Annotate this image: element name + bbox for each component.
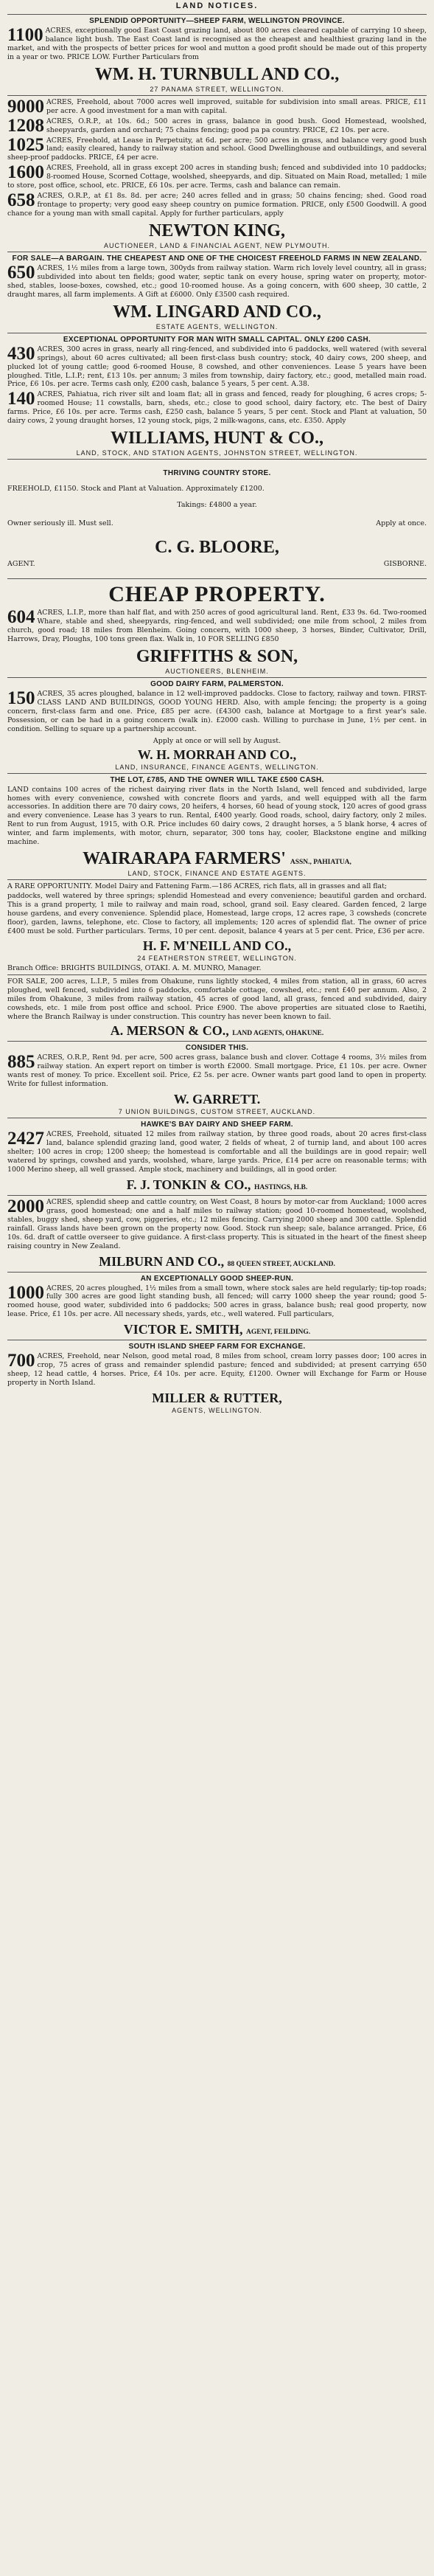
apply-line: Apply at once or will sell by August. — [153, 736, 281, 745]
ad-paragraph: 2427 ACRES, Freehold, situated 12 miles from railway station, by three good roads, about 20 acres first-class land, balance splendid grazing land, good water, 2 fields of wheat, 2 of turnip land, and about 100 acres shelter; 100 acres in crop; 1200 sheep; the homestead is comfortable and all the buildings are in good repair; well watered by springs, cowshed and yards, woolshed, whare, large yards. Price, £14 per acre on reasonable terms; with 1000 Merino sheep, all well grassed. Ample stock, machinery and buildings, all in good order. — [7, 1129, 427, 1174]
ad-heading: AN EXCEPTIONALLY GOOD SHEEP-RUN. — [140, 1274, 294, 1283]
firm-address: 27 PANAMA STREET, WELLINGTON. — [150, 85, 284, 93]
ad-paragraph: 150 ACRES, 35 acres ploughed, balance in 12 well-improved paddocks. Close to factory, railway and town. FIRST-CLASS LAND AND BUILDINGS, GOOD YOUNG HERD. Also, with ample fencing; the property is a going concern, first-class farm and one. Price, £85 per acre. (£4300 cash, balance at Mortgage to a first year's sale. Possession, or can be had in a going concern (walk in). £2000 cash. Willing to purchase in June, 1½ per cent. in condition. Selling to square up a partnership account. — [7, 688, 427, 733]
firm-name: F. J. TONKIN & CO., HASTINGS, H.B. — [126, 1177, 308, 1192]
ad-paragraph: 140 ACRES, Pahiatua, rich river silt and loam flat; all in grass and fenced, ready for ploughing, 6 acres crops; 5-roomed House; 11 cowstalls, barn, sheds, etc.; close to good school, dairy factory, etc. The best of Dairy farms. Price, £6 10s. per acre. Terms cash, £250 cash, balance 5 years, 5 per cent. Stock and Plant at valuation, 50 dairy cows, 2 young draught horses, 12 young stock, pigs, 2 milk-wagons, cans, etc. £350. Apply — [7, 389, 427, 426]
ad-paragraph: 1600 ACRES, Freehold, all in grass except 200 acres in standing bush; fenced and subdivided into 10 paddocks; 8-roomed House, Scorned Cottage, woolshed, sheepyards, and dip. Situated on Main Road, metalled; 1 mile to store, post office, school, etc. PRICE, £6 10s. per acre. Terms, cash and balance can remain. — [7, 162, 427, 190]
ad-paragraph: paddocks, well watered by three springs; splendid Homestead and every convenience; beautiful garden and orchard. This is a grand property, 1 mile to railway and main road, school, grand soil. Easy cleared. Garden fenced, 2 large house gardens, and every convenience. Splendid place, Homestead, large crops, 12 acres rape, 3 cowsheds (concrete floor), garden, lawns, telephone, etc. Close to factory, all implements; 120 acres of splendid flat. The owner of price £400 must be sold. Further particulars. Terms, 10 per cent. deposit, balance 4 years at 5 per cent. Price, £36 per acre. — [7, 892, 427, 935]
firm-name: VICTOR E. SMITH, AGENT, FEILDING. — [123, 1322, 311, 1337]
divider — [7, 974, 427, 975]
ad-paragraph: 658 ACRES, O.R.P., at £1 8s. 8d. per acre; 240 acres felled and in grass; 50 chains fencing; shed. Good road frontage to property; very good easy sheep country on pumice formation. PRICE, only £500 Goodwill. A good chance for a young man with small capital. Apply for further particulars, apply — [7, 190, 427, 218]
firm-name: H. F. M'NEILL AND CO., — [142, 938, 292, 953]
firm-address: 24 FEATHERSTON STREET, WELLINGTON. — [137, 954, 297, 962]
ad-wairarapa — [7, 776, 427, 878]
ad-paragraph: 1000 ACRES, 20 acres ploughed, 1½ miles from a small town, where stock sales are held regularly; tip-top roads; fully 300 acres are good light standing bush, all fenced; will carry 1000 sheep the year round; good 5-roomed house, good water, subdivided into 6 paddocks; 500 acres in grass, balance bush; real good property, now lease. Price, £1 10s. per acre. All necessary sheds, yards, etc., well watered. Full particulars, — [7, 1282, 427, 1319]
ad-heading: A RARE OPPORTUNITY. Model Dairy and Fattening Farm.—186 ACRES, rich flats, all in grasses and all flat; — [7, 882, 388, 891]
ad-griffiths — [7, 582, 427, 675]
ad-garrett — [7, 1044, 427, 1115]
ad-paragraph: 2000 ACRES, splendid sheep and cattle country, on West Coast, 8 hours by motor-car from Auckland; 1000 acres grass, good homestead; one and a half miles to railway station; good 10-roomed homestead, woolshed, stables, buggy shed, sheep yard, cow, piggeries, etc.; 12 miles fencing. Carrying 2000 sheep and 300 cattle. Splendid rainfall. Grass lands have been grown on the property now. Good. Stock run sheep; sale, balance arranged. Price, £6 10s. 6d. draft of cattle overseer to give guidance. A first-class property. This is situated in the heart of the finest sheep raising country in New Zealand. — [7, 1196, 427, 1250]
takings-line: Takings: £4800 a year. — [177, 501, 257, 510]
ad-newton-king — [7, 98, 427, 249]
firm-address: AGENTS, WELLINGTON. — [172, 1407, 262, 1414]
firm-name: WAIRARAPA FARMERS' ASSN., PAHIATUA, — [83, 849, 351, 869]
ad-heading: EXCEPTIONAL OPPORTUNITY FOR MAN WITH SMALL CAPITAL. ONLY £200 CASH. — [63, 335, 371, 344]
ad-heading: GOOD DAIRY FARM, PALMERSTON. — [150, 679, 284, 688]
ad-miller-rutter — [7, 1343, 427, 1414]
firm-name: C. G. BLOORE, — [155, 538, 279, 558]
firm-address: LAND, STOCK, AND STATION AGENTS, JOHNSTON STREET, WELLINGTON. — [76, 449, 358, 457]
firm-address: LAND, STOCK, FINANCE AND ESTATE AGENTS. — [127, 870, 307, 878]
ad-paragraph: 700 ACRES, Freehold, near Nelson, good metal road, 8 miles from school, cream lorry passes door; 100 acres in crop, 75 acres of grass and remainder splendid pasture; fenced and subdivided; at present carrying 650 sheep, 12 head cattle, 4 horses. Price, £4 10s. per acre. Equity, £1200. Owner will Exchange for Farm or House property in North Island. — [7, 1351, 427, 1388]
firm-address: ESTATE AGENTS, WELLINGTON. — [155, 322, 279, 330]
divider — [7, 459, 427, 460]
firm-name: W. H. MORRAH AND CO., — [137, 747, 297, 762]
firm-name: W. GARRETT. — [173, 1092, 261, 1107]
owner-line: Owner seriously ill. Must sell. Apply at once. — [7, 519, 427, 528]
ad-heading: THE LOT, £785, AND THE OWNER WILL TAKE £500 CASH. — [110, 775, 324, 784]
firm-name: NEWTON KING, — [149, 221, 285, 240]
divider — [7, 1272, 427, 1273]
ad-paragraph: LAND contains 100 acres of the richest dairying river flats in the North Island, well fenced and subdivided, large homes with every convenience, cowshed with concrete floors and yards, and well equipped with all the farm accessories. In addition there are 70 dairy cows, 20 heifers, 4 horses, 60 head of young stock, 120 acres of good grass and every convenience. Lease has 3 years to run. Rental, £400 yearly. Good roads, school, dairy factory, only 2 miles. Rent to run from August, 1915, with O.R. Price includes 60 dairy cows, 2 draught horses, a 5 blank horse, 4 acres of winter, and farm implements, with motor, churn, separator, 300 tons hay, cooler, Blackstone engine and milking machine. — [7, 785, 427, 847]
firm-name: A. MERSON & CO., LAND AGENTS, OHAKUNE. — [110, 1023, 324, 1039]
divider — [7, 1195, 427, 1196]
ad-heading: SOUTH ISLAND SHEEP FARM FOR EXCHANGE. — [128, 1343, 306, 1351]
divider — [7, 773, 427, 774]
ad-paragraph: 650 ACRES, 1½ miles from a large town, 300yds from railway station. Warm rich lovely level country, all in grass; subdivided into about ten fields; good water, septic tank on every house, spring water on property, motor-shed, stables, loose-boxes, cowshed, etc.; good 10-roomed house. As a going concern, with 600 sheep, 30 cattle, 2 draught mares, all farm implements. A Gift at £6000. Only £3500 cash required. — [7, 262, 427, 299]
ad-paragraph: 9000 ACRES, Freehold, about 7000 acres well improved, suitable for subdivision into small areas. PRICE, £11 per acre. A good investment for a man with capital. — [7, 96, 427, 117]
ad-paragraph: 1025 ACRES, Freehold, at Lease in Perpetuity, at 6d. per acre; 500 acres in grass, and balance very good bush land; easily cleared, handy to railway station and school. Good Dwellinghouse and outbuildings, and several sheep-proof paddocks. PRICE, £4 per acre. — [7, 134, 427, 162]
ad-paragraph: 885 ACRES, O.R.P., Rent 9d. per acre, 500 acres grass, balance bush and clover. Cottage 4 rooms, 3½ miles from railway station. An expert report on timber is worth £2000. Small mortgage. Price, £1 10s. per acre. Owner wants rest of money. To price. Excellent soil. Price, £2 5s. per acre. Owner wants part good land to open in property. Write for fullest information. — [7, 1052, 427, 1089]
land-notices-column — [7, 0, 427, 1414]
ad-big-heading: CHEAP PROPERTY. — [108, 582, 326, 607]
ad-heading: CONSIDER THIS. — [185, 1044, 249, 1053]
ad-merson — [7, 977, 427, 1039]
firm-name: GRIFFITHS & SON, — [136, 646, 298, 666]
divider — [7, 95, 427, 96]
firm-address: AUCTIONEERS, BLENHEIM. — [165, 667, 269, 675]
ad-paragraph: 1208 ACRES, O.R.P., at 10s. 6d.; 500 acres in grass, balance in good bush. Good Homestead, woolshed, sheepyards, garden and orchard; 75 chains fencing; good pa pa country. PRICE, £2 10s. per acre. — [7, 115, 427, 136]
divider — [7, 879, 427, 880]
ad-turnbull — [7, 17, 427, 93]
ad-smith — [7, 1275, 427, 1338]
firm-name: WILLIAMS, HUNT & CO., — [111, 429, 323, 449]
ad-heading: SPLENDID OPPORTUNITY—SHEEP FARM, WELLINGTON PROVINCE. — [89, 17, 345, 25]
firm-name: WM. H. TURNBULL AND CO., — [94, 64, 340, 84]
ad-heading: HAWKE'S BAY DAIRY AND SHEEP FARM. — [141, 1121, 293, 1129]
divider — [7, 14, 427, 15]
freehold-line: FREEHOLD, £1150. Stock and Plant at Valuation. Approximately £1200. — [7, 485, 265, 494]
firm-address: LAND, INSURANCE, FINANCE AGENTS, WELLINGTON. — [115, 763, 319, 771]
ad-paragraph: 604 ACRES, L.I.P., more than half flat, and with 250 acres of good agricultural land. Rent, £33 9s. 6d. Two-roomed Whare, stable and shed, sheepyards, ring-fenced, and well subdivided; one mile from school, 2 miles from church, good road; 18 miles from Blenheim. Going concern, with 1000 sheep, 3 horses, Binder, Cultivator, Drill, Harrows, Dray, Ploughs, 100 tons green flax. Walk in, 10 FOR SELLING £850 — [7, 607, 427, 643]
firm-address: AGENT. GISBORNE. — [7, 560, 427, 569]
branch-office: Branch Office: BRIGHTS BUILDINGS, OTAKI. A. M. MUNRO, Manager. — [7, 963, 262, 972]
firm-name: MILBURN AND CO., 88 QUEEN STREET, AUCKLAND. — [99, 1253, 335, 1269]
divider — [7, 677, 427, 678]
ad-morrah — [7, 680, 427, 771]
ad-heading: THRIVING COUNTRY STORE. — [163, 469, 271, 478]
firm-address: AUCTIONEER, LAND & FINANCIAL AGENT, NEW PLYMOUTH. — [103, 241, 331, 249]
firm-name: WM. LINGARD AND CO., — [113, 302, 321, 322]
ad-heading: FOR SALE—A BARGAIN. THE CHEAPEST AND ONE OF THE CHOICEST FREEHOLD FARMS IN NEW ZEALAND. — [12, 254, 422, 263]
ad-paragraph: 1100 ACRES, exceptionally good East Coast grazing land, about 800 acres cleared capable of carrying 10 sheep, balance light bush. The East Coast land is recognised as the cheapest and healthiest grazing land in the market, and with the prospects of better prices for wool and mutton a good profit should be made out of this property in a year or two. PRICE LOW. Further Particulars from — [7, 25, 427, 61]
firm-name: MILLER & RUTTER, — [152, 1391, 282, 1405]
ad-williams-hunt — [7, 336, 427, 457]
divider — [7, 578, 427, 579]
ad-tonkin — [7, 1121, 427, 1193]
ad-mcneill — [7, 882, 427, 972]
ad-milburn — [7, 1198, 427, 1270]
ad-paragraph: FOR SALE, 200 acres, L.I.P., 5 miles from Ohakune, runs lightly stocked, 4 miles from station, all in grass, 60 acres ploughed, well fenced, subdivided into 6 paddocks, comfortable cottage, cowshed, etc.; rent £40 per annum. Also, 2 miles from Ohakune, 3 miles from railway station, 45 acres of good land, all grass, fenced and subdivided, dairy cowsheds, etc. 1 mile from post office and school. Price £900. The above properties are situated close to Raetihi, where the Branch Railway is under construction. This country has never been known to fail. — [7, 977, 427, 1021]
divider — [7, 1041, 427, 1042]
ad-lingard — [7, 255, 427, 330]
page-header: LAND NOTICES. — [175, 1, 259, 10]
ad-paragraph: 430 ACRES, 300 acres in grass, nearly all ring-fenced, and subdivided into 6 paddocks, well watered (with several springs), about 60 acres cultivated; all been first-class bush country; stock, 40 dairy cows, 200 sheep, and plucked lot of young cattle; good 6-roomed House, 8 cowshed, and other conveniences. Lease 5 years have been ploughed. Title, L.I.P.; rent, £13 10s. per annum; 3 miles from township, dairy factory, etc.; good, metalled main road. Price, £6 10s. per acre. Terms cash only, £200 cash, balance 5 years, 5 per cent. A.38. — [7, 343, 427, 389]
firm-address: 7 UNION BUILDINGS, CUSTOM STREET, AUCKLAND. — [118, 1108, 316, 1116]
acreage-number: 1100 — [7, 25, 43, 45]
ad-bloore — [7, 462, 427, 576]
